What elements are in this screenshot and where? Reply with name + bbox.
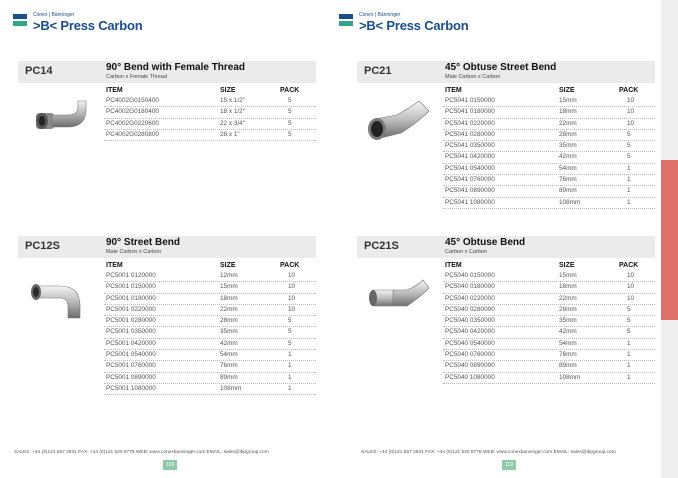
item-cell: PC5001 0280000 (106, 317, 156, 325)
table-row (443, 350, 655, 361)
item-cell: PC5001 0220000 (106, 305, 156, 313)
section-tab[interactable] (661, 160, 678, 320)
table-row (104, 282, 316, 293)
table-row (104, 327, 316, 338)
table-row (443, 96, 655, 107)
pack-cell: 5 (627, 328, 631, 336)
product-desc: Carbon x Female Thread (106, 74, 168, 80)
product-pc21 (357, 61, 657, 221)
product-pc21s (357, 236, 657, 406)
product-code: PC21S (364, 240, 399, 252)
size-cell: 89mm (559, 362, 577, 370)
size-cell: 76mm (559, 351, 577, 359)
footer-contact: SALES: +44 (0)121 557 2831 FAX: +44 (0)121 520 8778 WEB: www.conexbanninger.com EMAIL: sales@ibpgroup.com (361, 450, 616, 455)
table-row (443, 327, 655, 338)
size-cell: 22 x 3/4" (220, 119, 246, 127)
product-code: PC14 (25, 65, 53, 77)
pack-cell: 5 (627, 317, 631, 325)
item-cell: PC5040 1080000 (445, 373, 495, 381)
pack-cell: 5 (627, 153, 631, 161)
size-cell: 54mm (559, 339, 577, 347)
item-cell: PC5040 0150000 (445, 272, 495, 279)
table-row (443, 373, 655, 384)
right-page (339, 0, 661, 478)
item-cell: PC5041 0420000 (445, 153, 495, 161)
pack-cell: 5 (627, 142, 631, 150)
pack-cell: 1 (288, 362, 292, 370)
brand-logo-icon (339, 14, 353, 28)
table-row (443, 164, 655, 175)
table-row (443, 119, 655, 130)
col-pack: PACK (619, 87, 639, 94)
size-cell: 76mm (220, 362, 238, 370)
item-cell: PC5041 0540000 (445, 164, 495, 172)
table-row (104, 339, 316, 350)
item-cell: PC5001 0150000 (106, 283, 156, 291)
col-item: ITEM (106, 262, 123, 269)
item-cell: PC5001 0760000 (106, 362, 156, 370)
pack-cell: 1 (288, 384, 292, 392)
col-item: ITEM (445, 87, 462, 94)
size-cell: 54mm (220, 351, 238, 359)
table-row (443, 339, 655, 350)
pack-cell: 5 (288, 328, 292, 336)
item-cell: PC5040 0760000 (445, 351, 495, 359)
item-cell: PC5001 0350000 (106, 328, 156, 336)
pack-cell: 5 (288, 108, 292, 116)
item-cell: PC5041 1080000 (445, 198, 495, 206)
item-cell: PC5041 0760000 (445, 176, 495, 184)
table-row (443, 107, 655, 118)
brand-title: >B< Press Carbon (359, 18, 469, 33)
product-code: PC12S (25, 240, 60, 252)
col-size: SIZE (559, 262, 575, 269)
item-cell: PC5001 0120000 (106, 272, 156, 279)
col-pack: PACK (280, 87, 300, 94)
size-cell: 28mm (559, 305, 577, 313)
item-cell: PC5040 0540000 (445, 339, 495, 347)
size-cell: 108mm (559, 198, 581, 206)
col-pack: PACK (619, 262, 639, 269)
table-row (443, 130, 655, 141)
pack-cell: 10 (288, 272, 296, 279)
brand-company: Conex | Bänninger (33, 12, 75, 18)
size-cell: 89mm (220, 373, 238, 381)
table-row (104, 361, 316, 372)
size-cell: 108mm (220, 384, 242, 392)
size-cell: 42mm (559, 153, 577, 161)
product-desc: Male Carbon x Carbon (445, 74, 501, 80)
item-cell: PC5001 1080000 (106, 384, 156, 392)
product-name: 90° Street Bend (106, 237, 181, 248)
pack-cell: 10 (288, 294, 296, 302)
product-pc12s (18, 236, 318, 416)
table-row (443, 198, 655, 209)
pack-cell: 10 (627, 119, 635, 127)
pack-cell: 10 (627, 283, 635, 291)
col-item: ITEM (445, 262, 462, 269)
size-cell: 22mm (559, 294, 577, 302)
product-name: 45° Obtuse Street Bend (445, 62, 557, 73)
size-cell: 18 x 1/2" (220, 108, 246, 116)
product-table (104, 96, 316, 141)
table-row (104, 384, 316, 395)
pack-cell: 10 (627, 294, 635, 302)
product-table (443, 96, 655, 209)
item-cell: PC4002G0180400 (106, 108, 159, 116)
pack-cell: 1 (627, 198, 631, 206)
size-cell: 42mm (220, 339, 238, 347)
pack-cell: 1 (627, 187, 631, 195)
footer-contact: SALES: +44 (0)121 557 2831 FAX: +44 (0)121 520 8778 WEB: www.conexbanninger.com EMAIL: sales@ibpgroup.com (14, 450, 269, 455)
pack-cell: 10 (627, 272, 635, 279)
table-row (104, 373, 316, 384)
item-cell: PC5041 0220000 (445, 119, 495, 127)
col-size: SIZE (559, 87, 575, 94)
size-cell: 15 x 1/2" (220, 97, 246, 104)
table-row (443, 361, 655, 372)
size-cell: 42mm (559, 328, 577, 336)
size-cell: 89mm (559, 187, 577, 195)
table-row (443, 316, 655, 327)
pack-cell: 10 (288, 283, 296, 291)
item-cell: PC5040 0220000 (445, 294, 495, 302)
pack-cell: 1 (288, 373, 292, 381)
size-cell: 28mm (220, 317, 238, 325)
table-row (104, 316, 316, 327)
table-row (443, 186, 655, 197)
pack-cell: 10 (627, 97, 635, 104)
pack-cell: 10 (627, 108, 635, 116)
pack-cell: 5 (288, 130, 292, 138)
pack-cell: 1 (627, 176, 631, 184)
table-row (443, 294, 655, 305)
product-table (443, 271, 655, 384)
table-row (443, 305, 655, 316)
size-cell: 15mm (559, 97, 577, 104)
size-cell: 12mm (220, 272, 238, 279)
table-row (443, 152, 655, 163)
pack-cell: 5 (288, 339, 292, 347)
product-desc: Carbon x Carbon (445, 249, 487, 255)
item-cell: PC5001 0540000 (106, 351, 156, 359)
size-cell: 76mm (559, 176, 577, 184)
obtuse-bend-image (363, 276, 433, 316)
page-number: 119 (502, 460, 516, 470)
pack-cell: 5 (288, 317, 292, 325)
pack-cell: 1 (627, 362, 631, 370)
size-cell: 18mm (559, 108, 577, 116)
size-cell: 35mm (559, 142, 577, 150)
item-cell: PC5040 0350000 (445, 317, 495, 325)
brand-logo-icon (13, 14, 27, 28)
table-row (443, 271, 655, 282)
table-row (443, 141, 655, 152)
col-pack: PACK (280, 262, 300, 269)
pack-cell: 5 (627, 305, 631, 313)
item-cell: PC5041 0350000 (445, 142, 495, 150)
street-bend-image (26, 274, 90, 320)
pack-cell: 1 (627, 351, 631, 359)
table-row (104, 271, 316, 282)
table-row (104, 107, 316, 118)
size-cell: 15mm (559, 272, 577, 279)
size-cell: 28mm (559, 130, 577, 138)
item-cell: PC5041 0280000 (445, 130, 495, 138)
item-cell: PC5040 0420000 (445, 328, 495, 336)
brand-company: Conex | Bänninger (359, 12, 401, 18)
size-cell: 18mm (220, 294, 238, 302)
table-row (443, 282, 655, 293)
elbow-fitting-image (28, 99, 88, 139)
pack-cell: 1 (288, 351, 292, 359)
product-table (104, 271, 316, 395)
size-cell: 18mm (559, 283, 577, 291)
item-cell: PC5041 0890000 (445, 187, 495, 195)
table-row (104, 350, 316, 361)
pack-cell: 10 (288, 305, 296, 313)
size-cell: 54mm (559, 164, 577, 172)
product-desc: Male Carbon x Carbon (106, 249, 162, 255)
item-cell: PC5001 0420000 (106, 339, 156, 347)
item-cell: PC5001 0180000 (106, 294, 156, 302)
product-code: PC21 (364, 65, 392, 77)
size-cell: 28 x 1" (220, 130, 240, 138)
size-cell: 108mm (559, 373, 581, 381)
page-number: 118 (163, 460, 177, 470)
pack-cell: 5 (288, 97, 292, 104)
size-cell: 35mm (559, 317, 577, 325)
item-cell: PC5001 0890000 (106, 373, 156, 381)
col-size: SIZE (220, 87, 236, 94)
item-cell: PC5041 0180000 (445, 108, 495, 116)
item-cell: PC5040 0280000 (445, 305, 495, 313)
item-cell: PC4002G0220600 (106, 119, 159, 127)
table-row (104, 305, 316, 316)
pack-cell: 1 (627, 339, 631, 347)
size-cell: 15mm (220, 283, 238, 291)
item-cell: PC4002G0280800 (106, 130, 159, 138)
pack-cell: 5 (288, 119, 292, 127)
col-item: ITEM (106, 87, 123, 94)
pack-cell: 1 (627, 373, 631, 381)
pack-cell: 1 (627, 164, 631, 172)
table-row (104, 96, 316, 107)
table-row (104, 294, 316, 305)
table-row (104, 119, 316, 130)
size-cell: 22mm (220, 305, 238, 313)
brand-title: >B< Press Carbon (33, 18, 143, 33)
size-cell: 22mm (559, 119, 577, 127)
item-cell: PC5040 0890000 (445, 362, 495, 370)
product-name: 45° Obtuse Bend (445, 237, 526, 248)
pack-cell: 5 (627, 130, 631, 138)
col-size: SIZE (220, 262, 236, 269)
size-cell: 35mm (220, 328, 238, 336)
table-row (104, 130, 316, 141)
item-cell: PC5040 0180000 (445, 283, 495, 291)
obtuse-street-bend-image (363, 97, 433, 147)
table-row (443, 175, 655, 186)
item-cell: PC4002G0150400 (106, 97, 159, 104)
item-cell: PC5041 0150000 (445, 97, 495, 104)
product-name: 90° Bend with Female Thread (106, 62, 246, 73)
product-pc14 (18, 61, 318, 161)
